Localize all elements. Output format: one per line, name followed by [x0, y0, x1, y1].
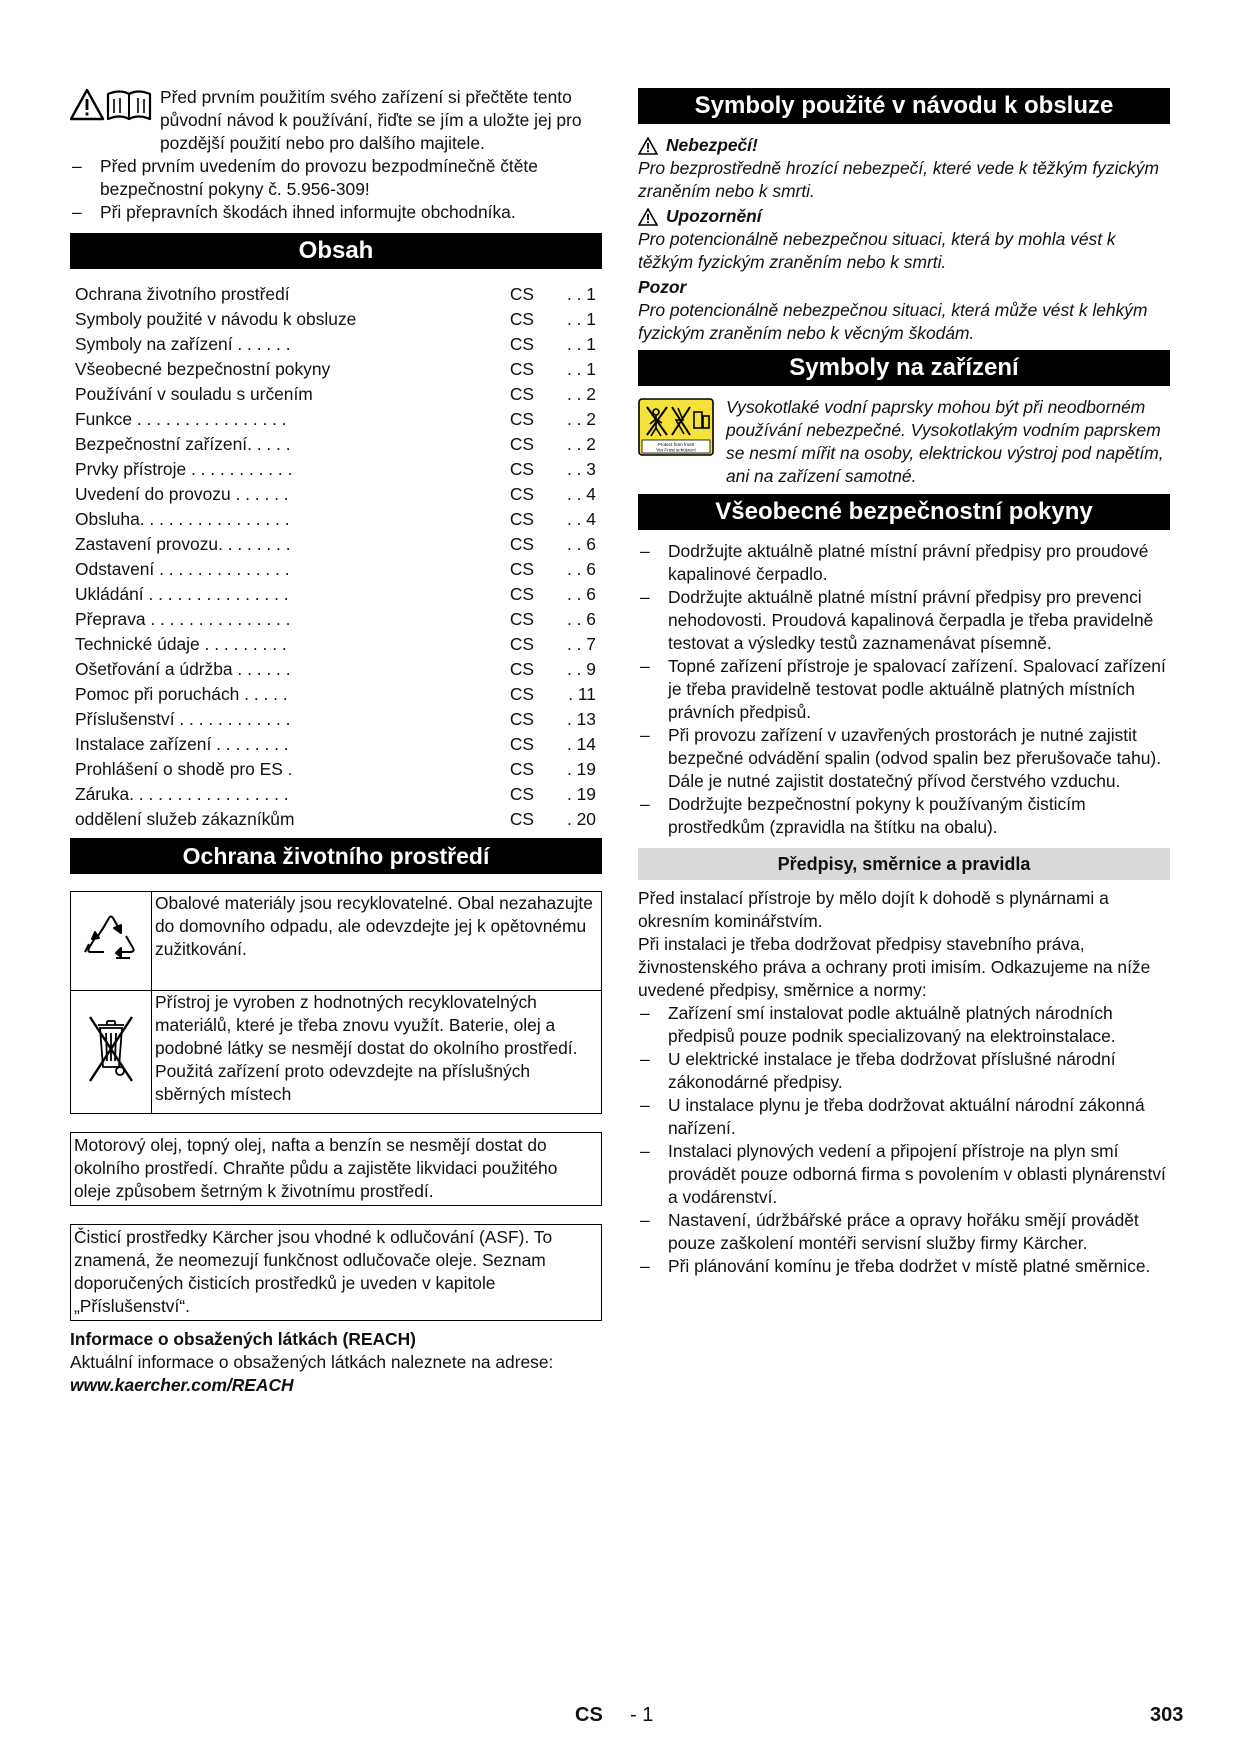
warning-triangle-icon: [638, 208, 658, 226]
toc-lang: CS: [509, 584, 534, 604]
toc-row[interactable]: [70, 382, 602, 407]
toc-page: . . 6: [566, 609, 596, 629]
intro-bullet: – Před prvním uvedením do provozu bezpodmínečně čtěte bezpečnostní pokyny č. 5.956-309!: [70, 155, 602, 201]
toc-title: Prvky přístroje . . . . . . . . . . .: [75, 459, 293, 479]
toc-lang: CS: [509, 459, 534, 479]
list-item: – Při provozu zařízení v uzavřených prostorách je nutné zajistit bezpečné odvádění spalin (odvod spalin bez přerušovače tahu). Dále je nutné zajistit dostatečný přívod čerstvého vzduchu.: [638, 724, 1170, 793]
list-item: – Nastavení, údržbářské práce a opravy hořáku smějí provádět pouze zaškolení montéři servisní služby firmy Kärcher.: [638, 1209, 1170, 1255]
toc-lang: CS: [509, 484, 534, 504]
toc-row[interactable]: [70, 282, 602, 307]
toc-row[interactable]: [70, 357, 602, 382]
toc-title: Prohlášení o shodě pro ES .: [75, 759, 293, 779]
toc-lang: CS: [509, 809, 534, 829]
footer-local-page: - 1: [630, 1704, 654, 1726]
general-safety-heading: Všeobecné bezpečnostní pokyny: [638, 494, 1170, 530]
recycle-text: Obalové materiály jsou recyklovatelné. Obal nezahazujte do domovního odpadu, ale odevzdejte jej k opětovnému zužitkování.: [152, 892, 602, 991]
toc-lang: CS: [509, 334, 534, 354]
toc-row[interactable]: [70, 607, 602, 632]
regulations-para-1: Před instalací přístroje by mělo dojít k dohodě s plynárnami a okresním kominářstvím.: [638, 888, 1109, 931]
toc-row[interactable]: [70, 807, 602, 832]
toc-row[interactable]: [70, 457, 602, 482]
toc-row[interactable]: [70, 332, 602, 357]
toc-row[interactable]: [70, 657, 602, 682]
reach-title: Informace o obsažených látkách (REACH): [70, 1329, 416, 1349]
toc-page: . 20: [566, 809, 596, 829]
toc-lang: CS: [509, 734, 534, 754]
device-recycle-text: Přístroj je vyroben z hodnotných recyklovatelných materiálů, které je třeba znovu využít. Baterie, olej a podobné látky se nesmějí dostat do okolního prostředí. Použitá zařízení proto odevzdejte na příslušných sběrných místech: [152, 991, 602, 1114]
list-item: – Při plánování komínu je třeba dodržet v místě platné směrnice.: [638, 1255, 1170, 1278]
warning-text: Pro potencionálně nebezpečnou situaci, která by mohla vést k těžkým fyzickým zraněním nebo k smrti.: [638, 229, 1116, 272]
toc-row[interactable]: [70, 782, 602, 807]
device-symbol-row: [638, 396, 1170, 488]
toc-lang: CS: [509, 784, 534, 804]
toc-page: . . 3: [566, 459, 596, 479]
oil-note: Motorový olej, topný olej, nafta a benzín se nesmějí dostat do okolního prostředí. Chraňte půdu a zajistěte likvidaci použitého oleje způsobem šetrným k životnímu prostředí.: [70, 1132, 602, 1206]
symbols-manual-heading: Symboly použité v návodu k obsluze: [638, 88, 1170, 124]
crossed-bin-icon: [84, 1011, 138, 1087]
toc-lang: CS: [509, 534, 534, 554]
caution-title: Pozor: [638, 277, 687, 297]
toc-title: Odstavení . . . . . . . . . . . . . .: [75, 559, 290, 579]
toc-row[interactable]: [70, 732, 602, 757]
toc-title: Přeprava . . . . . . . . . . . . . . .: [75, 609, 291, 629]
detergent-note: Čisticí prostředky Kärcher jsou vhodné k odlučování (ASF). To znamená, že neomezují funkčnost odlučovače oleje. Seznam doporučených čisticích prostředků je uveden v kapitole „Příslušenství“.: [70, 1224, 602, 1321]
toc-page: . 13: [566, 709, 596, 729]
toc-page: . 19: [566, 784, 596, 804]
toc-page: . . 2: [566, 384, 596, 404]
toc-row[interactable]: [70, 707, 602, 732]
warning-manual-icon: [70, 88, 154, 122]
reach-text: Aktuální informace o obsažených látkách naleznete na adrese:: [70, 1352, 554, 1372]
toc-title: Příslušenství . . . . . . . . . . . .: [75, 709, 291, 729]
toc-lang: CS: [509, 434, 534, 454]
left-column: [70, 86, 602, 1397]
environment-heading: Ochrana životního prostředí: [70, 838, 602, 874]
symbols-device-heading: Symboly na zařízení: [638, 350, 1170, 386]
toc-lang: CS: [509, 609, 534, 629]
danger-heading: [638, 134, 1170, 157]
toc-page: . 19: [566, 759, 596, 779]
general-safety-list: [638, 540, 1170, 839]
toc-row[interactable]: [70, 507, 602, 532]
warning-triangle-icon: [638, 137, 658, 155]
toc-title: Pomoc při poruchách . . . . .: [75, 684, 288, 704]
toc-lang: CS: [509, 359, 534, 379]
list-item: – Dodržujte bezpečnostní pokyny k používaným čisticím prostředkům (zpravidla na štítku na obalu).: [638, 793, 1170, 839]
toc-lang: CS: [509, 384, 534, 404]
regulations-list: [638, 1002, 1170, 1278]
toc-row[interactable]: [70, 632, 602, 657]
toc-title: Technické údaje . . . . . . . . .: [75, 634, 287, 654]
toc-heading: Obsah: [70, 233, 602, 269]
toc-row[interactable]: [70, 407, 602, 432]
toc-lang: CS: [509, 284, 534, 304]
list-item: – Dodržujte aktuálně platné místní právní předpisy pro prevenci nehodovosti. Proudová kapalinová čerpadla je třeba pravidelně testovat a výsledky testů zaznamenávat písemně.: [638, 586, 1170, 655]
toc-lang: CS: [509, 709, 534, 729]
toc-page: . . 9: [566, 659, 596, 679]
toc-page: . . 4: [566, 509, 596, 529]
warning-title: Upozornění: [666, 206, 762, 226]
right-column: [638, 86, 1170, 1278]
environment-table: [70, 891, 602, 1114]
toc-page: . . 6: [566, 584, 596, 604]
toc-page: . . 2: [566, 434, 596, 454]
toc-lang: CS: [509, 409, 534, 429]
table-of-contents: [70, 282, 602, 832]
regulations-para-2: Při instalaci je třeba dodržovat předpisy stavebního práva, živnostenského práva a ochrany proti imisím. Odkazujeme na níže uvedené předpisy, směrnice a normy:: [638, 934, 1151, 1000]
list-item: – Dodržujte aktuálně platné místní právní předpisy pro proudové kapalinové čerpadlo.: [638, 540, 1170, 586]
list-item: – Topné zařízení přístroje je spalovací zařízení. Spalovací zařízení je třeba pravidelně testovat podle aktuálně platných místních právních předpisů.: [638, 655, 1170, 724]
toc-title: Funkce . . . . . . . . . . . . . . . .: [75, 409, 287, 429]
danger-title: Nebezpečí!: [666, 135, 758, 155]
list-item: – U instalace plynu je třeba dodržovat aktuální národní zákonná nařízení.: [638, 1094, 1170, 1140]
list-item: – Zařízení smí instalovat podle aktuálně platných národních předpisů pouze podnik specializovaný na elektroinstalace.: [638, 1002, 1170, 1048]
toc-title: Bezpečnostní zařízení. . . . .: [75, 434, 291, 454]
intro-text: Před prvním použitím svého zařízení si přečtěte tento původní návod k používání, řiďte se jím a uložte jej pro pozdější použití nebo pro dalšího majitele.: [160, 87, 582, 153]
label-line-2: Vor Frost schützen!: [656, 447, 696, 453]
toc-row[interactable]: [70, 432, 602, 457]
toc-page: . 14: [566, 734, 596, 754]
toc-page: . . 1: [566, 359, 596, 379]
footer-page-number: 303: [1150, 1704, 1184, 1726]
toc-title: oddělení služeb zákazníkům: [75, 809, 295, 829]
toc-page: . . 1: [566, 334, 596, 354]
list-item: – Instalaci plynových vedení a připojení přístroje na plyn smí provádět pouze odborná firma s povolením v oblasti plynárenství a vodárenství.: [638, 1140, 1170, 1209]
toc-lang: CS: [509, 634, 534, 654]
toc-lang: CS: [509, 309, 534, 329]
list-item: – U elektrické instalace je třeba dodržovat příslušné národní zákonodárné předpisy.: [638, 1048, 1170, 1094]
toc-row[interactable]: [70, 582, 602, 607]
toc-row[interactable]: [70, 557, 602, 582]
toc-row[interactable]: [70, 757, 602, 782]
footer-lang: CS: [575, 1704, 603, 1726]
toc-page: . . 4: [566, 484, 596, 504]
toc-lang: CS: [509, 659, 534, 679]
toc-page: . . 1: [566, 284, 596, 304]
toc-lang: CS: [509, 509, 534, 529]
toc-title: Obsluha. . . . . . . . . . . . . . . .: [75, 509, 290, 529]
toc-page: . . 7: [566, 634, 596, 654]
toc-title: Instalace zařízení . . . . . . . .: [75, 734, 289, 754]
toc-page: . . 1: [566, 309, 596, 329]
recycle-icon: [80, 908, 142, 968]
toc-page: . . 6: [566, 559, 596, 579]
intro: [70, 86, 602, 155]
intro-bullet: – Při přepravních škodách ihned informujte obchodníka.: [70, 201, 602, 224]
toc-lang: CS: [509, 559, 534, 579]
warning-heading: [638, 205, 1170, 228]
high-pressure-warning-label-icon: [638, 398, 714, 456]
toc-title: Používání v souladu s určením: [75, 384, 313, 404]
toc-title: Záruka. . . . . . . . . . . . . . . . .: [75, 784, 289, 804]
toc-page: . . 6: [566, 534, 596, 554]
toc-title: Ochrana životního prostředí: [75, 284, 290, 304]
toc-title: Zastavení provozu. . . . . . . .: [75, 534, 291, 554]
toc-lang: CS: [509, 684, 534, 704]
toc-title: Uvedení do provozu . . . . . .: [75, 484, 289, 504]
danger-text: Pro bezprostředně hrozící nebezpečí, které vede k těžkým fyzickým zraněním nebo k smrti.: [638, 158, 1159, 201]
device-symbol-text: Vysokotlaké vodní paprsky mohou být při neodborném používání nebezpečné. Vysokotlakým vodním paprskem se nesmí mířit na osoby, elektrickou výstroj pod napětím, ani na zařízení samotné.: [726, 397, 1164, 486]
toc-page: . . 2: [566, 409, 596, 429]
toc-row[interactable]: [70, 307, 602, 332]
toc-title: Ukládání . . . . . . . . . . . . . . .: [75, 584, 289, 604]
toc-row[interactable]: [70, 682, 602, 707]
toc-lang: CS: [509, 759, 534, 779]
caution-text: Pro potencionálně nebezpečnou situaci, která může vést k lehkým fyzickým zraněním nebo k věcným škodám.: [638, 300, 1148, 343]
toc-title: Symboly na zařízení . . . . . .: [75, 334, 291, 354]
toc-page: . 11: [568, 684, 596, 704]
label-line-1: Protect from frost!: [657, 442, 695, 447]
toc-row[interactable]: [70, 532, 602, 557]
toc-title: Všeobecné bezpečnostní pokyny: [75, 359, 331, 379]
toc-title: Ošetřování a údržba . . . . . .: [75, 659, 291, 679]
regulations-heading: Předpisy, směrnice a pravidla: [638, 848, 1170, 880]
toc-title: Symboly použité v návodu k obsluze: [75, 309, 357, 329]
reach-link[interactable]: www.kaercher.com/REACH: [70, 1375, 294, 1395]
toc-row[interactable]: [70, 482, 602, 507]
